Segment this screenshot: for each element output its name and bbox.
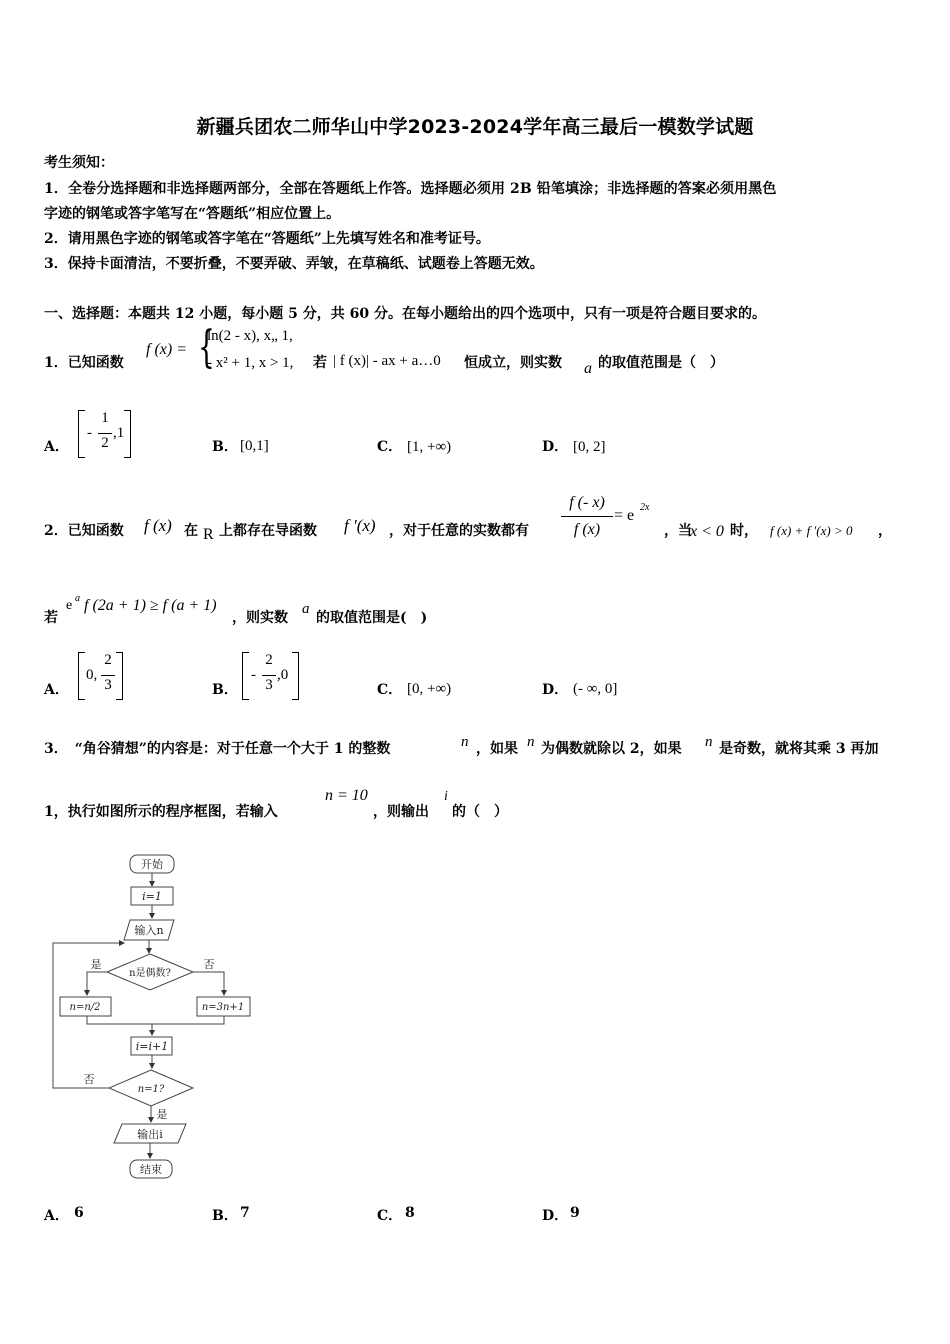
q2-option-a-num: 2 (104, 652, 112, 668)
q2-fpx: f ′(x) (344, 516, 376, 535)
q1-number: 1．已知函数 (44, 355, 124, 371)
q2-option-b-num: 2 (265, 652, 273, 668)
q3-n3: n (705, 734, 713, 750)
q3-input-value: n = 10 (325, 787, 368, 804)
section-heading: 一、选择题：本题共 12 小题，每小题 5 分，共 60 分。在每小题给出的四个选项中，只有一项是符合题目要求的。 (44, 306, 766, 322)
q1-option-a-post: ,1 (113, 425, 125, 441)
q3-option-b[interactable]: 7 (240, 1205, 250, 1221)
q2-line2-post: ，则实数 (232, 610, 288, 626)
flow-odd-label: n=3n+1 (201, 1002, 245, 1013)
q2-e: e (66, 598, 73, 613)
q3-line2-b: ，则输出 (373, 804, 429, 820)
q1-brace: { (198, 322, 215, 373)
notice-item-1: 1．全卷分选择题和非选择题两部分，全部在答题纸上作答。选择题必须用 2B 铅笔填涂；非选择题的答案必须用黑色 (44, 181, 777, 197)
q3-option-c-letter[interactable]: C． (377, 1208, 403, 1224)
q2-line2-tail: 的取值范围是( ) (316, 610, 428, 626)
q1-option-a-num: 1 (101, 410, 109, 426)
q2-when: ，当 (664, 523, 692, 539)
q1-option-d-letter[interactable]: D． (542, 439, 569, 455)
q1-option-c[interactable]: [1, +∞) (407, 439, 452, 455)
q2-line2-var: a (302, 601, 310, 617)
q2-comma: ， (878, 523, 892, 539)
q1-var: a (584, 360, 592, 377)
q3-option-d-letter[interactable]: D． (542, 1208, 569, 1224)
q2-fx: f (x) (144, 516, 172, 535)
q1-condition: | f (x)| - ax + a…0 (333, 353, 441, 369)
flow-yes2-label: 是 (156, 1108, 168, 1121)
q2-e-exp: a (75, 593, 80, 604)
q2-line2-ineq: f (2a + 1) ≥ f (a + 1) (84, 597, 217, 614)
q1-option-a-den: 2 (101, 435, 109, 451)
q3-option-a[interactable]: 6 (74, 1205, 84, 1221)
flow-yes-label: 是 (90, 958, 102, 971)
q3-line1-c: 为偶数就除以 2，如果 (541, 741, 682, 757)
flow-end-label: 结束 (140, 1163, 162, 1176)
q1-option-a-sign: - (87, 425, 92, 441)
q2-ineq: f (x) + f ′(x) > 0 (770, 523, 853, 538)
flow-init-label: i=1 (142, 890, 162, 903)
q3-option-c[interactable]: 8 (405, 1205, 415, 1221)
flow-no2-label: 否 (83, 1073, 95, 1086)
q3-n2: n (527, 734, 535, 750)
q2-option-b-sign: - (251, 667, 256, 683)
q1-tail: 的取值范围是（ ） (598, 355, 724, 371)
q2-option-a-letter[interactable]: A． (44, 682, 69, 698)
q2-exp: 2x (640, 502, 650, 513)
notice-item-3: 3．保持卡面清洁，不要折叠，不要弄破、弄皱，在草稿纸、试题卷上答题无效。 (44, 256, 544, 272)
q1-case-2: - x² + 1, x > 1, (207, 355, 294, 371)
q2-xcond: x < 0 (690, 523, 724, 540)
q2-eq: = e (614, 507, 635, 524)
q2-line2-pre: 若 (44, 610, 58, 626)
q1-option-b-letter[interactable]: B． (212, 439, 238, 455)
q1-function: f (x) = (146, 341, 187, 358)
q3-line1-d: 是奇数，就将其乘 3 再加 (719, 741, 879, 757)
q1-option-a-letter[interactable]: A． (44, 439, 69, 455)
flow-check-label: n=1? (137, 1084, 165, 1095)
q2-mid: 上都存在导函数 (219, 523, 317, 539)
q3-option-b-letter[interactable]: B． (212, 1208, 238, 1224)
q2-frac-den: f (x) (573, 521, 601, 538)
q2-shi: 时， (730, 523, 758, 539)
q2-option-d[interactable]: (- ∞, 0] (573, 681, 618, 697)
q2-option-c-letter[interactable]: C． (377, 682, 403, 698)
q3-line2-a: 1，执行如图所示的程序框图，若输入 (44, 804, 278, 820)
flow-no-label: 否 (203, 958, 215, 971)
q2-R: R (203, 526, 214, 543)
notice-item-2: 2．请用黑色字迹的钢笔或答字笔在“答题纸”上先填写姓名和准考证号。 (44, 231, 490, 247)
q2-option-b-post: ,0 (277, 667, 289, 683)
q2-option-d-letter[interactable]: D． (542, 682, 569, 698)
page-title: 新疆兵团农二师华山中学2023-2024学年高三最后一模数学试题 (196, 116, 754, 138)
notice-heading: 考生须知： (44, 155, 114, 171)
q2-option-c[interactable]: [0, +∞) (407, 681, 452, 697)
q3-i: i (444, 789, 448, 804)
flow-input-label: 输入n (134, 924, 164, 937)
notice-item-1-cont: 字迹的钢笔或答字笔写在“答题纸”相应位置上。 (44, 206, 341, 222)
q1-case-1: ln(2 - x), x„ 1, (207, 328, 293, 344)
q1-option-c-letter[interactable]: C． (377, 439, 403, 455)
q2-option-a-pre: 0, (86, 667, 98, 683)
q1-option-b[interactable]: [0,1] (240, 438, 269, 454)
q3-line2-c: 的（ ） (452, 804, 508, 820)
q3-option-a-letter[interactable]: A． (44, 1208, 69, 1224)
flow-decision-label: n是偶数? (129, 968, 171, 979)
q2-mid2: ，对于任意的实数都有 (389, 523, 529, 539)
q3-line1-a: 3． “角谷猜想”的内容是：对于任意一个大于 1 的整数 (44, 741, 391, 757)
q3-line1-b: ，如果 (476, 741, 518, 757)
q2-option-b-den: 3 (265, 677, 273, 693)
q1-cond-pre: 若 (313, 355, 327, 371)
q2-frac-num: f (- x) (569, 494, 605, 511)
q1-cond-post: 恒成立，则实数 (464, 355, 562, 371)
q2-option-a-den: 3 (104, 677, 112, 693)
q2-in: 在 (184, 523, 198, 539)
q2-number: 2．已知函数 (44, 523, 124, 539)
flow-incr-label: i=i+1 (135, 1040, 169, 1053)
flow-even-label: n=n/2 (69, 1002, 101, 1013)
q1-option-d[interactable]: [0, 2] (573, 439, 606, 455)
q3-option-d[interactable]: 9 (570, 1205, 580, 1221)
flow-output-label: 输出i (137, 1128, 163, 1141)
q3-n1: n (461, 734, 469, 750)
q2-option-b-letter[interactable]: B． (212, 682, 238, 698)
flow-start-label: 开始 (141, 858, 163, 871)
